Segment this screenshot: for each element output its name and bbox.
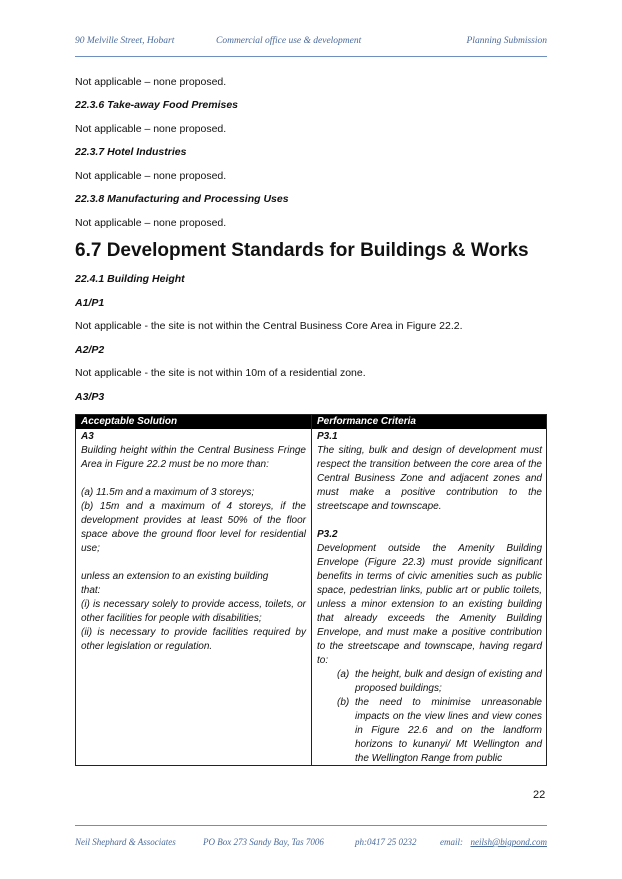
p31-label: P3.1 bbox=[317, 431, 338, 442]
paragraph-a1p1: Not applicable - the site is not within the Central Business Core Area in Figure 22.2. bbox=[75, 320, 463, 332]
p32-label: P3.2 bbox=[317, 529, 338, 540]
subheading-a2p2: A2/P2 bbox=[75, 344, 105, 356]
paragraph: Not applicable – none proposed. bbox=[75, 76, 227, 88]
list-marker: (a) bbox=[337, 669, 350, 680]
a3-option-a: (a) 11.5m and a maximum of 3 storeys; bbox=[81, 487, 255, 498]
table-header-performance-criteria: Performance Criteria bbox=[317, 416, 416, 427]
p32-text: Development outside the Amenity Building Envelope (Figure 22.3) must provide significant benefits in terms of civic amenities such as public space, pedestrian links, public art or public toilets, unless a minor extension to an existing building that already exceeds the Amenity Building Envelope, and must make a positive contribution to the streetscape and townscape, having regard to: bbox=[317, 543, 542, 666]
paragraph-a2p2: Not applicable - the site is not within 10m of a residential zone. bbox=[75, 367, 366, 379]
a3-condition-ii: (ii) is necessary to provide facilities required by other legislation or regulation. bbox=[81, 627, 306, 652]
subheading-hotel: 22.3.7 Hotel Industries bbox=[75, 146, 187, 158]
p32-list bbox=[317, 668, 542, 766]
subheading-take-away: 22.3.6 Take-away Food Premises bbox=[75, 99, 239, 111]
list-item-text: the height, bulk and design of existing and proposed buildings; bbox=[355, 669, 542, 694]
footer-divider bbox=[75, 825, 547, 826]
header-address: 90 Melville Street, Hobart bbox=[75, 36, 175, 46]
paragraph: Not applicable – none proposed. bbox=[75, 217, 227, 229]
paragraph: Not applicable – none proposed. bbox=[75, 170, 227, 182]
table-header-acceptable-solution: Acceptable Solution bbox=[81, 416, 178, 427]
footer-email-label: email: bbox=[440, 837, 463, 847]
subheading-a1p1: A1/P1 bbox=[75, 297, 105, 309]
subheading-manufacturing: 22.3.8 Manufacturing and Processing Uses bbox=[75, 193, 289, 205]
a3-unless: unless an extension to an existing building that: bbox=[81, 571, 269, 596]
p31-text: The siting, bulk and design of development must respect the transition between the core area of the Central Business Zone and adjacent zones and must make a positive contribution to the streetscape and townscape. bbox=[317, 445, 542, 512]
performance-criteria-cell bbox=[317, 430, 542, 766]
subheading-building-height: 22.4.1 Building Height bbox=[75, 273, 185, 285]
section-heading: 6.7 Development Standards for Buildings & Works bbox=[75, 240, 529, 261]
list-item-text: the need to minimise unreasonable impacts on the view lines and view cones in Figure 22.6 and on the landform horizons to kunanyi/ Mt Wellington and the Wellington Range from public bbox=[355, 697, 542, 764]
a3-text: Building height within the Central Business Fringe Area in Figure 22.2 must be no more than: bbox=[81, 445, 306, 470]
list-marker: (b) bbox=[337, 697, 350, 708]
list-item bbox=[317, 696, 542, 766]
footer-phone: ph:0417 25 0232 bbox=[355, 837, 417, 847]
footer-company: Neil Shephard & Associates bbox=[75, 837, 176, 847]
a3-condition-i: (i) is necessary solely to provide access, toilets, or other facilities for people with disabilities; bbox=[81, 599, 306, 624]
header-divider bbox=[75, 56, 547, 57]
table-column-divider bbox=[311, 415, 312, 765]
list-item bbox=[317, 668, 542, 696]
standards-table bbox=[75, 414, 547, 766]
page-number: 22 bbox=[533, 789, 546, 801]
subheading-a3p3: A3/P3 bbox=[75, 391, 105, 403]
header-doc-type: Planning Submission bbox=[466, 36, 547, 46]
header-description: Commercial office use & development bbox=[216, 36, 362, 46]
a3-label: A3 bbox=[81, 431, 94, 442]
footer-email-link[interactable]: neilsh@bigpond.com bbox=[470, 837, 547, 847]
paragraph: Not applicable – none proposed. bbox=[75, 123, 227, 135]
acceptable-solution-cell bbox=[81, 430, 306, 654]
footer-po-box: PO Box 273 Sandy Bay, Tas 7006 bbox=[203, 837, 324, 847]
a3-option-b: (b) 15m and a maximum of 4 storeys, if the development provides at least 50% of the floor space above the ground floor level for residential use; bbox=[81, 501, 306, 554]
